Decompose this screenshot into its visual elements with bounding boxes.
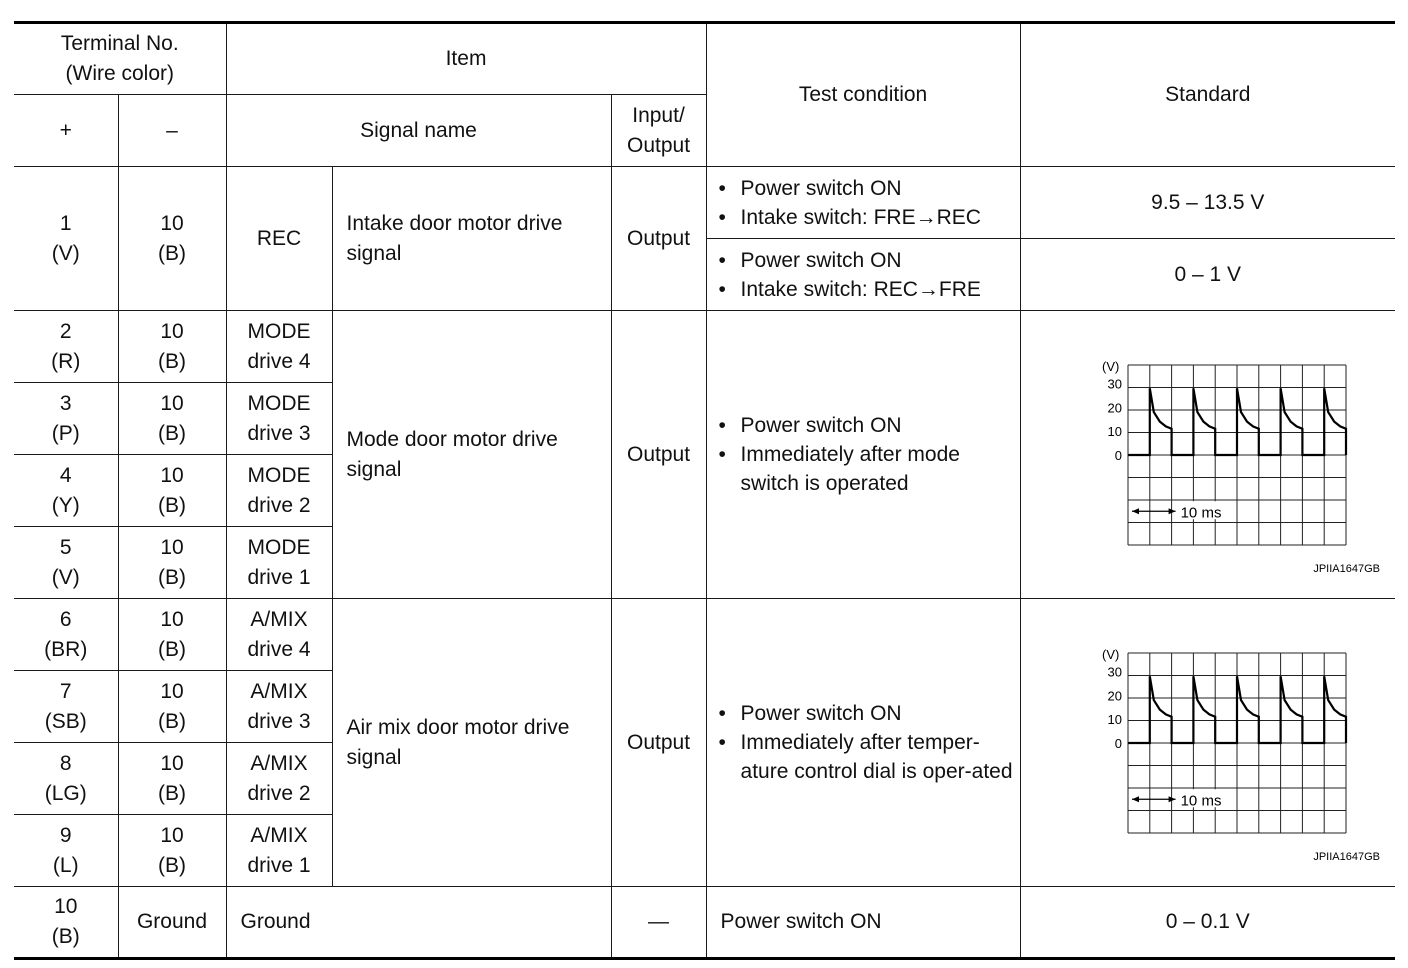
input-output: Output xyxy=(611,167,706,311)
arrow-head xyxy=(1132,508,1139,514)
terminal-plus: 3 (P) xyxy=(14,383,118,455)
condition-item: • Power switch ON xyxy=(717,411,1014,440)
terminal-table xyxy=(14,21,1395,960)
signal-short: MODE drive 4 xyxy=(226,311,332,383)
signal-name: Ground xyxy=(226,887,611,959)
terminal-plus: 10 (B) xyxy=(14,887,118,959)
standard-value: 0 – 0.1 V xyxy=(1020,887,1395,959)
header-minus: – xyxy=(118,95,226,167)
signal-short: A/MIX drive 4 xyxy=(226,599,332,671)
waveform-chart xyxy=(1058,345,1380,575)
unit-label: (V) xyxy=(1101,358,1120,374)
signal-short: MODE drive 2 xyxy=(226,455,332,527)
unit-label: (V) xyxy=(1101,646,1120,662)
input-output: — xyxy=(611,887,706,959)
test-condition: Power switch ON xyxy=(706,887,1020,959)
tick-label: 0 xyxy=(1114,447,1122,463)
arrow-head xyxy=(1132,796,1139,802)
time-label: 10 ms xyxy=(1180,503,1222,521)
figure-code: JPIIA1647GB xyxy=(1313,850,1380,863)
signal-short: A/MIX drive 3 xyxy=(226,671,332,743)
terminal-minus: 10 (B) xyxy=(118,383,226,455)
terminal-minus: 10 (B) xyxy=(118,311,226,383)
condition-item: • Power switch ON xyxy=(717,246,1014,275)
terminal-plus: 4 (Y) xyxy=(14,455,118,527)
condition-item: • Immediately after temper-ature control dial is oper-ated xyxy=(717,728,1014,786)
terminal-minus: 10 (B) xyxy=(118,671,226,743)
standard-value: 9.5 – 13.5 V xyxy=(1020,167,1395,239)
header-terminal-no: Terminal No. (Wire color) xyxy=(14,23,226,95)
terminal-minus: 10 (B) xyxy=(118,527,226,599)
signal-name: Mode door motor drive signal xyxy=(332,311,611,599)
terminal-minus: 10 (B) xyxy=(118,455,226,527)
condition-item: • Power switch ON xyxy=(717,174,1014,203)
figure-code: JPIIA1647GB xyxy=(1313,562,1380,575)
signal-short: A/MIX drive 2 xyxy=(226,743,332,815)
waveform-chart xyxy=(1058,633,1380,863)
terminal-minus: 10 (B) xyxy=(118,743,226,815)
terminal-plus: 7 (SB) xyxy=(14,671,118,743)
tick-label: 20 xyxy=(1107,399,1122,415)
terminal-minus: 10 (B) xyxy=(118,599,226,671)
tick-label: 30 xyxy=(1107,376,1122,391)
terminal-plus: 8 (LG) xyxy=(14,743,118,815)
tick-label: 20 xyxy=(1107,687,1122,703)
tick-label: 30 xyxy=(1107,664,1122,679)
tick-label: 0 xyxy=(1114,735,1122,751)
terminal-minus: 10 (B) xyxy=(118,167,226,311)
test-condition xyxy=(706,167,1020,239)
test-condition xyxy=(706,311,1020,599)
header-test-condition: Test condition xyxy=(706,23,1020,167)
input-output: Output xyxy=(611,599,706,887)
terminal-plus: 1 (V) xyxy=(14,167,118,311)
signal-short: MODE drive 3 xyxy=(226,383,332,455)
condition-item: • Immediately after mode switch is operated xyxy=(717,440,1014,498)
standard-waveform xyxy=(1020,311,1395,599)
terminal-plus: 5 (V) xyxy=(14,527,118,599)
signal-short: A/MIX drive 1 xyxy=(226,815,332,887)
time-label: 10 ms xyxy=(1180,791,1222,809)
terminal-minus: Ground xyxy=(118,887,226,959)
signal-short: REC xyxy=(226,167,332,311)
condition-item: • Intake switch: FRE→REC xyxy=(717,203,1014,232)
terminal-minus: 10 (B) xyxy=(118,815,226,887)
test-condition xyxy=(706,599,1020,887)
tick-label: 10 xyxy=(1107,423,1122,439)
signal-name: Intake door motor drive signal xyxy=(332,167,611,311)
terminal-plus: 9 (L) xyxy=(14,815,118,887)
terminal-plus: 6 (BR) xyxy=(14,599,118,671)
waveform-trace xyxy=(1128,388,1346,455)
header-item: Item xyxy=(226,23,706,95)
standard-waveform xyxy=(1020,599,1395,887)
waveform-trace xyxy=(1128,676,1346,743)
signal-name: Air mix door motor drive signal xyxy=(332,599,611,887)
condition-item: • Intake switch: REC→FRE xyxy=(717,275,1014,304)
header-input-output: Input/ Output xyxy=(611,95,706,167)
terminal-plus: 2 (R) xyxy=(14,311,118,383)
tick-label: 10 xyxy=(1107,711,1122,727)
header-plus: + xyxy=(14,95,118,167)
condition-item: • Power switch ON xyxy=(717,699,1014,728)
standard-value: 0 – 1 V xyxy=(1020,239,1395,311)
input-output: Output xyxy=(611,311,706,599)
header-standard: Standard xyxy=(1020,23,1395,167)
signal-short: MODE drive 1 xyxy=(226,527,332,599)
header-signal-name: Signal name xyxy=(226,95,611,167)
test-condition xyxy=(706,239,1020,311)
